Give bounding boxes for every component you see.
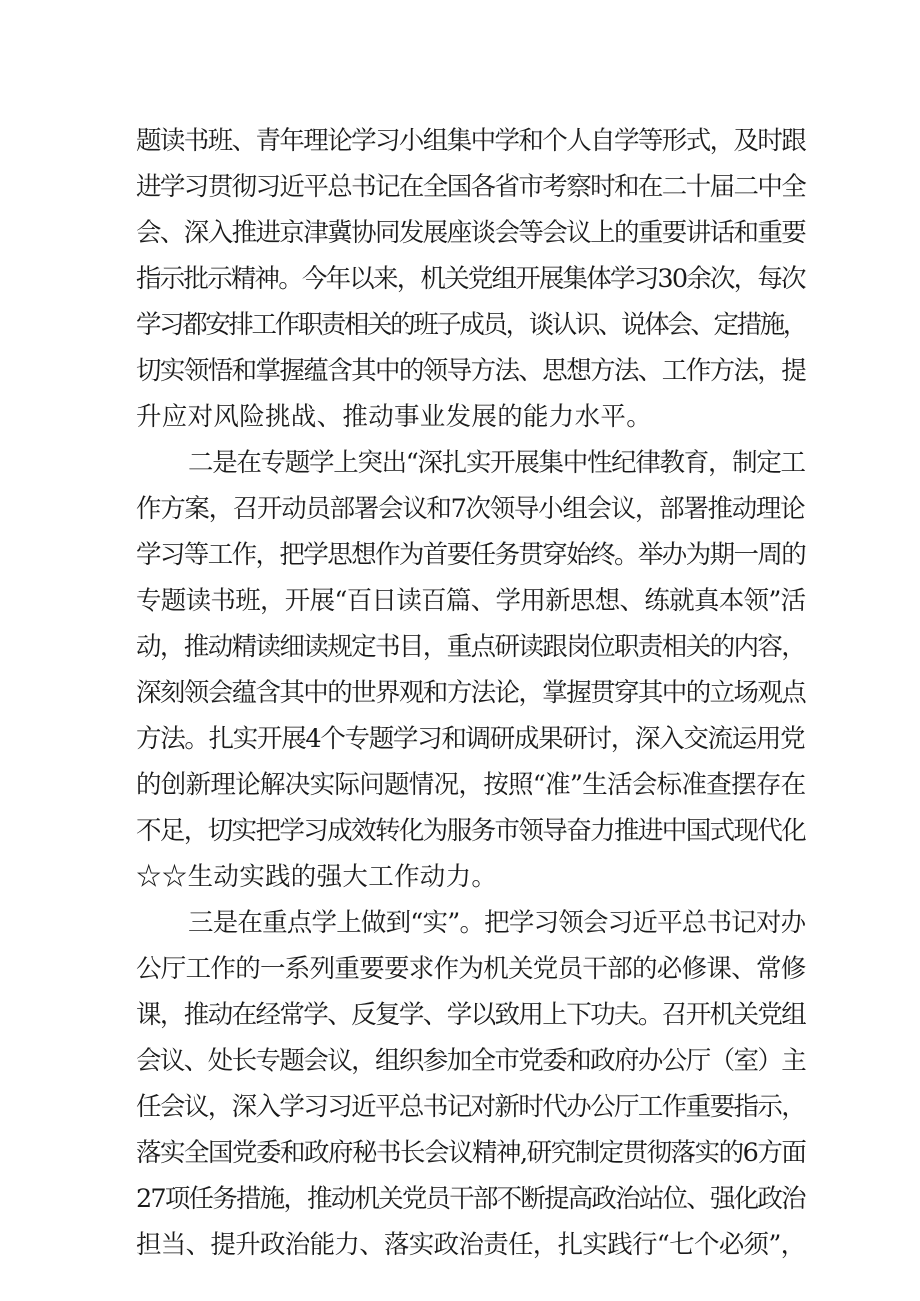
- document-body: [136, 118, 806, 1268]
- text-line: 方法。扎实开展4个专题学习和调研成果研讨，深入交流运用党: [136, 724, 805, 754]
- text-line: 进学习贯彻习近平总书记在全国各省市考察时和在二十届二中全: [136, 172, 806, 202]
- text-line: ☆☆生动实践的强大工作动力。: [136, 862, 498, 892]
- text-line: 学习都安排工作职责相关的班子成员，谈认识、说体会、定措施，: [136, 310, 806, 340]
- text-line: 27项任务措施，推动机关党员干部不断提高政治站位、强化政治: [136, 1184, 805, 1214]
- text-line: 升应对风险挑战、推动事业发展的能力水平。: [136, 402, 653, 432]
- text-line: 落实全国党委和政府秘书长会议精神,研究制定贯彻落实的6方面: [136, 1138, 806, 1168]
- text-line: 题读书班、青年理论学习小组集中学和个人自学等形式，及时跟: [136, 126, 806, 156]
- paragraph-first-line: 三是在重点学上做到“实”。把学习领会习近平总书记对办: [188, 908, 806, 938]
- text-line: 担当、提升政治能力、落实政治责任，扎实践行“七个必须”，: [136, 1230, 806, 1260]
- text-line: 作方案，召开动员部署会议和7次领导小组会议，部署推动理论: [136, 494, 805, 524]
- text-line: 公厅工作的一系列重要要求作为机关党员干部的必修课、常修: [136, 954, 806, 984]
- text-line: 学习等工作，把学思想作为首要任务贯穿始终。举办为期一周的: [136, 540, 806, 570]
- paragraph-first-line: 二是在专题学上突出“深扎实开展集中性纪律教育，制定工: [188, 448, 805, 478]
- text-line: 会、深入推进京津冀协同发展座谈会等会议上的重要讲话和重要: [136, 218, 806, 248]
- text-line: 深刻领会蕴含其中的世界观和方法论，掌握贯穿其中的立场观点: [136, 678, 806, 708]
- text-line: 指示批示精神。今年以来，机关党组开展集体学习30余次，每次: [136, 264, 805, 294]
- text-line: 的创新理论解决实际问题情况，按照“准”生活会标准查摆存在: [136, 770, 806, 800]
- text-line: 不足，切实把学习成效转化为服务市领导奋力推进中国式现代化: [136, 816, 806, 846]
- text-line: 切实领悟和掌握蕴含其中的领导方法、思想方法、工作方法，提: [136, 356, 806, 386]
- text-line: 任会议，深入学习习近平总书记对新时代办公厅工作重要指示，: [136, 1092, 806, 1122]
- text-line: 专题读书班，开展“百日读百篇、学用新思想、练就真本领”活: [136, 586, 806, 616]
- text-line: 课，推动在经常学、反复学、学以致用上下功夫。召开机关党组: [136, 1000, 806, 1030]
- text-line: 会议、处长专题会议，组织参加全市党委和政府办公厅（室）主: [136, 1046, 806, 1076]
- text-line: 动，推动精读细读规定书目，重点研读跟岗位职责相关的内容，: [136, 632, 806, 662]
